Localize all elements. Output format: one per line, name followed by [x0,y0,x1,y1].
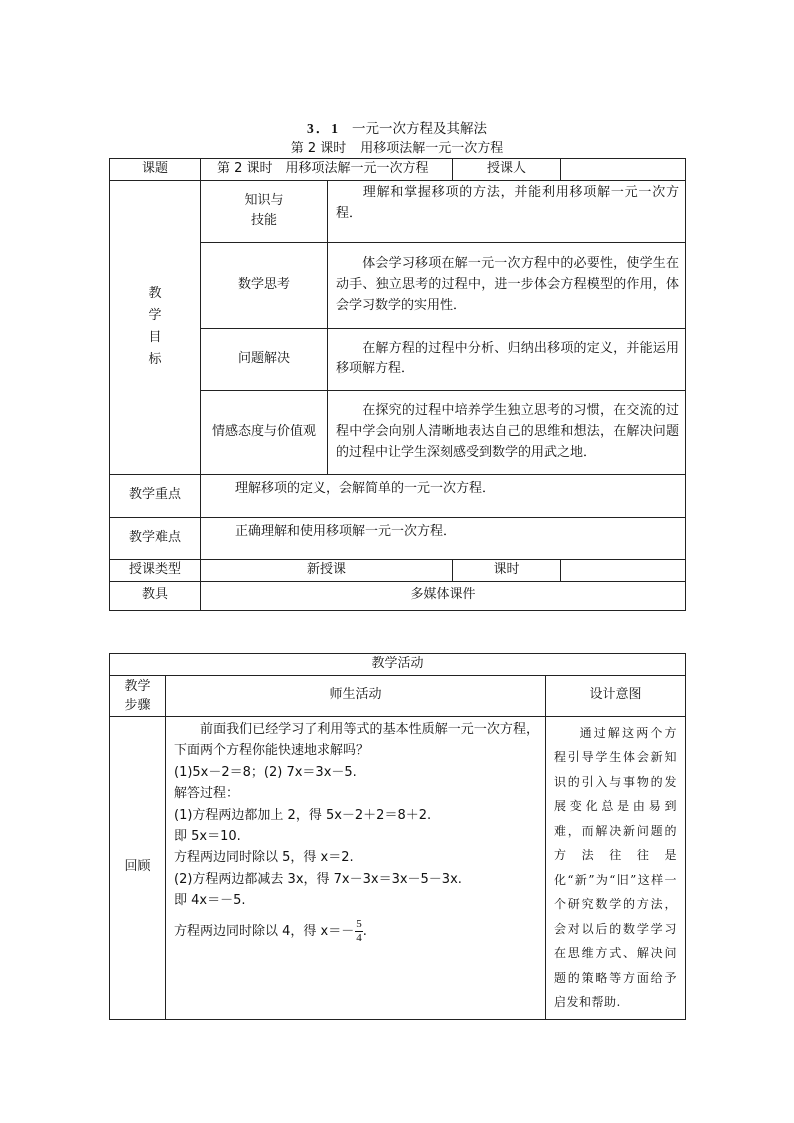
hours-label: 课时 [453,559,561,581]
tools-row [110,581,686,610]
type-value: 新授课 [201,559,453,581]
tools-value: 多媒体课件 [201,581,686,610]
activity-line: 即 5x＝10. [174,828,241,844]
lesson-heading [0,137,794,156]
key-point-value: 理解移项的定义，会解简单的一元一次方程． [201,474,686,517]
difficulty-row [110,517,686,559]
col-activity-header: 师生活动 [166,675,546,716]
activity-line: (1)5x－2＝8；(2) 7x＝3x－5. [174,764,357,780]
difficulty-value: 正确理解和使用移项解一元一次方程． [201,517,686,559]
teaching-activity-table [109,653,686,1020]
activity-line: 解答过程： [174,786,240,802]
key-point-row [110,474,686,517]
fraction: $\frac{5}{4}$ [356,917,362,944]
activity-intro: 前面我们已经学习了利用等式的基本性质解一元一次方程，下面两个方程你能快速地求解吗？ [174,721,539,759]
activity-line: (2)方程两边都减去 3x，得 7x－3x＝3x－5－3x. [174,871,462,887]
activity-content [166,716,546,1019]
activity-line-fraction: 方程两边同时除以 4，得 x＝－ $\frac{5}{4}$ . [174,917,367,944]
goal-text-knowledge: 理解和掌握移项的方法，并能利用移项解一元一次方程． [328,180,686,242]
section-heading [0,117,794,137]
goal-label-knowledge: 知识与 技能 [201,180,328,242]
goal-label-problem-solving: 问题解决 [201,328,328,390]
topic-row [110,159,686,181]
tools-label: 教具 [110,581,201,610]
activity-row [110,716,686,1019]
col-design-header: 设计意图 [546,675,686,716]
teacher-value [561,159,686,181]
section-number: 3．1 [307,121,340,136]
activity-title: 教学活动 [110,654,686,676]
goal-text-problem-solving: 在解方程的过程中分析、归纳出移项的定义，并能运用移项解方程． [328,328,686,390]
lesson-title: 用移项法解一元一次方程 [360,141,504,156]
key-point-label: 教学重点 [110,474,201,517]
lesson-number: 第 2 课时 [290,141,347,156]
goal-text-attitude: 在探究的过程中培养学生独立思考的习惯，在交流的过程中学会向别人清晰地表达自己的思维和想法，在解决问题的过程中让学生深刻感受到数学的用武之地． [328,390,686,474]
type-label: 授课类型 [110,559,201,581]
design-intent: 通过解这两个方程引导学生体会新知识的引入与事物的发展变化总是由易到难，而解决新问题的方法往往是化“新”为“旧”这样一个研究数学的方法，会对以后的数学学习在思维方式、解决问题的策略等方面给予启发和帮助. [546,716,686,1019]
goal-text-thinking: 体会学习移项在解一元一次方程中的必要性，使学生在动手、独立思考的过程中，进一步体会方程模型的作用，体会学习数学的实用性． [328,242,686,328]
step-review: 回顾 [110,716,166,1019]
topic-value: 第 2 课时 用移项法解一元一次方程 [201,159,453,181]
topic-label: 课题 [110,159,201,181]
activity-line: 方程两边同时除以 5，得 x＝2. [174,850,354,866]
goal-row [110,180,686,242]
col-step-header: 教学 步骤 [110,675,166,716]
difficulty-label: 教学难点 [110,517,201,559]
activity-header-row [110,675,686,716]
lesson-plan-table [109,158,686,611]
goal-label-attitude: 情感态度与价值观 [201,390,328,474]
teacher-label: 授课人 [453,159,561,181]
goals-label: 教 学 目 标 [110,180,201,474]
activity-line: 即 4x＝－5. [174,893,246,909]
type-row [110,559,686,581]
section-title: 一元一次方程及其解法 [352,121,487,137]
activity-title-row [110,654,686,676]
goal-label-thinking: 数学思考 [201,242,328,328]
activity-line: (1)方程两边都加上 2，得 5x－2＋2＝8＋2. [174,807,432,823]
hours-value [561,559,686,581]
